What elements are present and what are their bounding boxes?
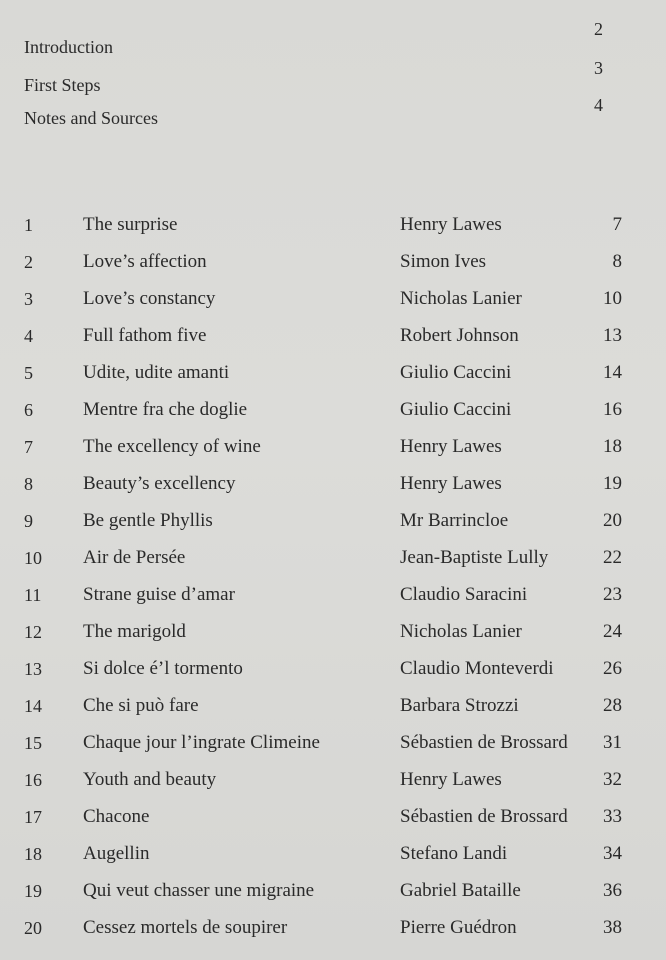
song-number: 3 bbox=[24, 289, 33, 309]
front-matter-title: First Steps bbox=[24, 75, 101, 95]
song-number: 9 bbox=[24, 511, 33, 531]
song-row bbox=[0, 694, 666, 730]
song-row bbox=[0, 213, 666, 249]
song-number: 18 bbox=[24, 844, 42, 864]
song-page: 8 bbox=[612, 251, 622, 272]
song-page: 14 bbox=[603, 362, 622, 383]
song-number: 15 bbox=[24, 733, 42, 753]
song-page: 31 bbox=[603, 732, 622, 753]
front-matter bbox=[0, 0, 666, 150]
song-row bbox=[0, 805, 666, 841]
song-number: 14 bbox=[24, 696, 42, 716]
song-number: 17 bbox=[24, 807, 42, 827]
song-composer: Giulio Caccini bbox=[400, 362, 512, 383]
song-composer: Jean-Baptiste Lully bbox=[400, 547, 549, 568]
song-row bbox=[0, 398, 666, 434]
song-page: 38 bbox=[603, 917, 622, 938]
song-number: 16 bbox=[24, 770, 42, 790]
song-page: 13 bbox=[603, 325, 622, 346]
song-row bbox=[0, 583, 666, 619]
song-number: 8 bbox=[24, 474, 33, 494]
song-composer: Giulio Caccini bbox=[400, 399, 512, 420]
song-title: Love’s affection bbox=[83, 251, 207, 272]
song-title: The marigold bbox=[83, 621, 186, 642]
song-composer: Nicholas Lanier bbox=[400, 621, 522, 642]
song-composer: Robert Johnson bbox=[400, 325, 519, 346]
song-title: Si dolce é’l tormento bbox=[83, 658, 243, 679]
front-matter-title: Introduction bbox=[24, 37, 113, 57]
song-title: Youth and beauty bbox=[83, 769, 217, 790]
song-row bbox=[0, 842, 666, 878]
song-composer: Claudio Saracini bbox=[400, 584, 528, 605]
front-matter-page: 2 bbox=[594, 19, 603, 39]
front-matter-page: 3 bbox=[594, 58, 603, 78]
song-title: The surprise bbox=[83, 214, 178, 235]
song-row bbox=[0, 509, 666, 545]
song-number: 5 bbox=[24, 363, 33, 383]
song-page: 28 bbox=[603, 695, 622, 716]
song-page: 34 bbox=[603, 843, 622, 864]
song-page: 18 bbox=[603, 436, 622, 457]
song-row bbox=[0, 731, 666, 767]
song-page: 36 bbox=[603, 880, 622, 901]
song-title: Chacone bbox=[83, 806, 150, 827]
song-page: 22 bbox=[603, 547, 622, 568]
song-row bbox=[0, 287, 666, 323]
song-row bbox=[0, 546, 666, 582]
song-title: Be gentle Phyllis bbox=[83, 510, 213, 531]
song-title: Che si può fare bbox=[83, 695, 199, 716]
song-composer: Nicholas Lanier bbox=[400, 288, 522, 309]
song-composer: Pierre Guédron bbox=[400, 917, 517, 938]
song-composer: Henry Lawes bbox=[400, 214, 502, 235]
song-title: Beauty’s excellency bbox=[83, 473, 236, 494]
song-page: 26 bbox=[603, 658, 622, 679]
song-composer: Sébastien de Brossard bbox=[400, 732, 568, 753]
song-row bbox=[0, 657, 666, 693]
song-page: 20 bbox=[603, 510, 622, 531]
song-composer: Sébastien de Brossard bbox=[400, 806, 568, 827]
song-row bbox=[0, 250, 666, 286]
song-title: Air de Persée bbox=[83, 547, 186, 568]
song-row bbox=[0, 361, 666, 397]
song-row bbox=[0, 324, 666, 360]
song-number: 4 bbox=[24, 326, 33, 346]
song-title: Udite, udite amanti bbox=[83, 362, 230, 383]
song-title: Love’s constancy bbox=[83, 288, 216, 309]
song-composer: Henry Lawes bbox=[400, 473, 502, 494]
song-page: 10 bbox=[603, 288, 622, 309]
song-row bbox=[0, 472, 666, 508]
song-title: Strane guise d’amar bbox=[83, 584, 235, 605]
song-number: 11 bbox=[24, 585, 42, 605]
song-number: 7 bbox=[24, 437, 33, 457]
song-title: Qui veut chasser une migraine bbox=[83, 880, 315, 901]
song-number: 20 bbox=[24, 918, 42, 938]
song-number: 1 bbox=[24, 215, 33, 235]
song-composer: Henry Lawes bbox=[400, 436, 502, 457]
song-composer: Barbara Strozzi bbox=[400, 695, 519, 716]
song-row bbox=[0, 620, 666, 656]
song-row bbox=[0, 435, 666, 471]
song-row bbox=[0, 916, 666, 952]
song-number: 2 bbox=[24, 252, 33, 272]
song-page: 23 bbox=[603, 584, 622, 605]
song-composer: Mr Barrincloe bbox=[400, 510, 509, 531]
song-page: 16 bbox=[603, 399, 622, 420]
song-page: 7 bbox=[612, 214, 622, 235]
song-composer: Stefano Landi bbox=[400, 843, 508, 864]
song-title: Chaque jour l’ingrate Climeine bbox=[83, 732, 320, 753]
song-title: The excellency of wine bbox=[83, 436, 261, 457]
song-composer: Henry Lawes bbox=[400, 769, 502, 790]
song-title: Augellin bbox=[83, 843, 150, 864]
song-number: 10 bbox=[24, 548, 42, 568]
front-matter-title: Notes and Sources bbox=[24, 108, 158, 128]
song-page: 24 bbox=[603, 621, 622, 642]
song-row bbox=[0, 768, 666, 804]
song-title: Mentre fra che doglie bbox=[83, 399, 248, 420]
song-page: 19 bbox=[603, 473, 622, 494]
song-composer: Gabriel Bataille bbox=[400, 880, 521, 901]
song-page: 33 bbox=[603, 806, 622, 827]
song-composer: Claudio Monteverdi bbox=[400, 658, 554, 679]
song-number: 19 bbox=[24, 881, 42, 901]
song-number: 13 bbox=[24, 659, 42, 679]
song-title: Full fathom five bbox=[83, 325, 207, 346]
song-page: 32 bbox=[603, 769, 622, 790]
song-composer: Simon Ives bbox=[400, 251, 487, 272]
front-matter-page: 4 bbox=[594, 95, 603, 115]
song-row bbox=[0, 879, 666, 915]
song-title: Cessez mortels de soupirer bbox=[83, 917, 288, 938]
song-number: 6 bbox=[24, 400, 33, 420]
song-number: 12 bbox=[24, 622, 42, 642]
